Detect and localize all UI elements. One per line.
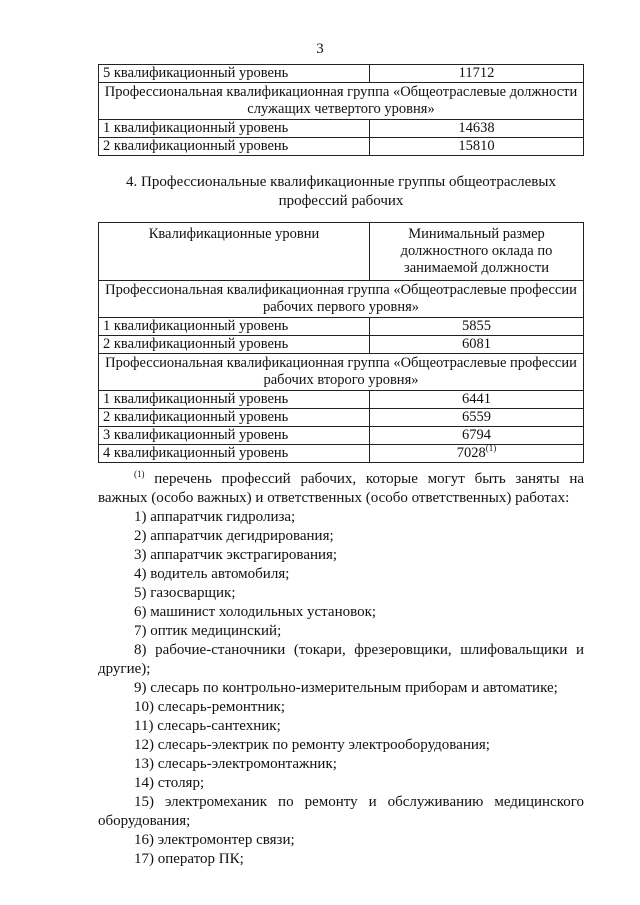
- header-min-salary: Минимальный размер должностного оклада по занимаемой должности: [370, 223, 584, 281]
- list-item: 16) электромонтер связи;: [134, 832, 295, 848]
- table-row: [99, 391, 584, 409]
- profession-list: [98, 508, 584, 869]
- salary-value: 15810: [458, 138, 495, 154]
- salary-value: 6559: [462, 409, 491, 425]
- footnote-ref: (1): [485, 443, 497, 454]
- qualification-level: 1 квалификационный уровень: [99, 120, 370, 138]
- table-row: [99, 120, 584, 138]
- footnote-intro-paragraph: [98, 470, 584, 508]
- header-row: [99, 223, 584, 281]
- qualification-level: 5 квалификационный уровень: [99, 65, 370, 83]
- table-main-body: [99, 281, 584, 463]
- list-item: 9) слесарь по контрольно-измерительным приборам и автоматике;: [134, 680, 558, 696]
- salary-value: 6794: [462, 427, 491, 443]
- table-row: [99, 65, 584, 83]
- salary-value-cell: [370, 427, 584, 445]
- table-top-body: [99, 65, 584, 156]
- list-item: 15) электромеханик по ремонту и обслуживанию медицинского оборудования;: [98, 794, 584, 829]
- group-title: Профессиональная квалификационная группа «Общеотраслевые профессии рабочих второго уровня»: [99, 354, 584, 391]
- salary-value-cell: [370, 409, 584, 427]
- footnote: [98, 470, 584, 869]
- table-row: [99, 445, 584, 463]
- salary-value: 7028: [456, 445, 486, 461]
- group-title: Профессиональная квалификационная группа «Общеотраслевые должности служащих четвертого уровня»: [99, 83, 584, 120]
- salary-value-cell: [370, 336, 584, 354]
- footnote-intro: перечень профессий рабочих, которые могут быть заняты на важных (особо важных) и ответственных (особо ответственных) работах:: [98, 471, 585, 506]
- list-item: 8) рабочие-станочники (токари, фрезеровщики, шлифовальщики и другие);: [98, 642, 584, 677]
- qualification-level: 2 квалификационный уровень: [99, 336, 370, 354]
- qualification-level: 2 квалификационный уровень: [99, 138, 370, 156]
- table-row: [99, 427, 584, 445]
- salary-value-cell: [370, 138, 584, 156]
- salary-value: 5855: [462, 318, 491, 334]
- footnote-marker: (1): [134, 469, 145, 479]
- list-item: 14) столяр;: [134, 775, 205, 791]
- salary-value: 14638: [458, 120, 495, 136]
- salary-table-workers: [98, 222, 584, 463]
- list-item: 12) слесарь-электрик по ремонту электрооборудования;: [134, 737, 490, 753]
- list-item: 3) аппаратчик экстрагирования;: [134, 547, 338, 563]
- group-title: Профессиональная квалификационная группа «Общеотраслевые профессии рабочих первого уровня»: [99, 281, 584, 318]
- table-main-header: [99, 223, 584, 281]
- salary-value: 6441: [462, 391, 491, 407]
- salary-value-cell: [370, 120, 584, 138]
- page-number: 3: [316, 41, 324, 57]
- header-levels: Квалификационные уровни: [99, 223, 370, 281]
- qualification-level: 1 квалификационный уровень: [99, 318, 370, 336]
- table-row: [99, 318, 584, 336]
- list-item: 11) слесарь-сантехник;: [134, 718, 281, 734]
- table-row: [99, 138, 584, 156]
- list-item: 5) газосварщик;: [134, 585, 236, 601]
- group-row: [99, 354, 584, 391]
- table-row: [99, 409, 584, 427]
- qualification-level: 4 квалификационный уровень: [99, 445, 370, 463]
- list-item: 6) машинист холодильных установок;: [134, 604, 377, 620]
- list-item: 7) оптик медицинский;: [134, 623, 282, 639]
- table-row: [99, 336, 584, 354]
- group-row: [99, 281, 584, 318]
- salary-value-cell: [370, 391, 584, 409]
- salary-value-cell: [370, 318, 584, 336]
- list-item: 4) водитель автомобиля;: [134, 566, 290, 582]
- list-item: 2) аппаратчик дегидрирования;: [134, 528, 334, 544]
- list-item: 17) оператор ПК;: [134, 851, 244, 867]
- list-item: 1) аппаратчик гидролиза;: [134, 509, 296, 525]
- section-heading: 4. Профессиональные квалификационные группы общеотраслевых профессий рабочих: [126, 174, 556, 209]
- group-row: [99, 83, 584, 120]
- list-item: 10) слесарь-ремонтник;: [134, 699, 285, 715]
- salary-value: 11712: [458, 65, 495, 81]
- salary-value-cell: [370, 65, 584, 83]
- salary-table-continued: [98, 64, 584, 156]
- qualification-level: 2 квалификационный уровень: [99, 409, 370, 427]
- salary-value-cell: [370, 445, 584, 463]
- qualification-level: 1 квалификационный уровень: [99, 391, 370, 409]
- salary-value: 6081: [462, 336, 491, 352]
- qualification-level: 3 квалификационный уровень: [99, 427, 370, 445]
- list-item: 13) слесарь-электромонтажник;: [134, 756, 337, 772]
